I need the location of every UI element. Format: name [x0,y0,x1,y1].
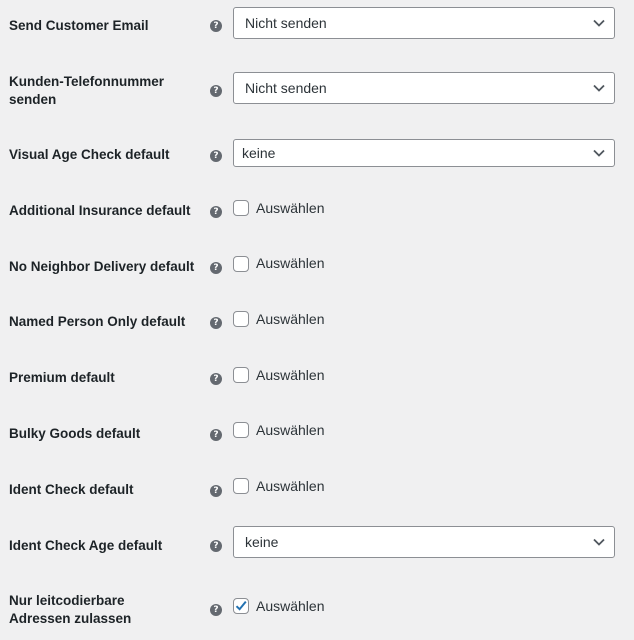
setting-label: Bulky Goods default [9,426,141,441]
premium-checkbox[interactable] [233,367,249,383]
setting-label: Ident Check Age default [9,538,163,553]
checkbox-label[interactable]: Auswählen [256,367,325,383]
checkbox-label[interactable]: Auswählen [256,422,325,438]
help-question-icon[interactable]: ? [210,604,222,616]
checkmark-icon [234,599,248,613]
additional-insurance-checkbox[interactable] [233,200,249,216]
bulky-goods-checkbox[interactable] [233,422,249,438]
help-question-icon[interactable]: ? [210,20,222,32]
checkbox-label[interactable]: Auswählen [256,311,325,327]
select-value: keine [245,534,279,550]
select-value: keine [242,145,276,161]
checkbox-label[interactable]: Auswählen [256,255,325,271]
setting-label: Kunden-Telefonnummer senden [9,74,164,107]
setting-label: Named Person Only default [9,314,186,329]
ident-check-checkbox[interactable] [233,478,249,494]
checkbox-label[interactable]: Auswählen [256,200,325,216]
chevron-down-icon [592,535,606,549]
setting-label: Send Customer Email [9,18,149,33]
customer-phone-select[interactable] [233,72,615,104]
routable-addresses-only-checkbox[interactable] [233,598,249,614]
checkbox-label[interactable]: Auswählen [256,478,325,494]
send-customer-email-select[interactable] [233,7,615,39]
setting-label: Ident Check default [9,482,134,497]
setting-label: Additional Insurance default [9,203,191,218]
named-person-only-checkbox[interactable] [233,311,249,327]
chevron-down-icon [592,146,606,160]
help-question-icon[interactable]: ? [210,262,222,274]
setting-label: No Neighbor Delivery default [9,259,195,274]
help-question-icon[interactable]: ? [210,540,222,552]
help-question-icon[interactable]: ? [210,373,222,385]
ident-check-age-select[interactable] [233,526,615,558]
select-value: Nicht senden [245,80,327,96]
chevron-down-icon [592,16,606,30]
setting-label: Nur leitcodierbare Adressen zulassen [9,593,132,626]
help-question-icon[interactable]: ? [210,429,222,441]
help-question-icon[interactable]: ? [210,85,222,97]
select-value: Nicht senden [245,15,327,31]
setting-label: Visual Age Check default [9,147,170,162]
help-question-icon[interactable]: ? [210,317,222,329]
help-question-icon[interactable]: ? [210,485,222,497]
checkbox-label[interactable]: Auswählen [256,598,325,614]
no-neighbor-delivery-checkbox[interactable] [233,256,249,272]
chevron-down-icon [592,81,606,95]
visual-age-check-select[interactable] [233,139,615,167]
help-question-icon[interactable]: ? [210,206,222,218]
help-question-icon[interactable]: ? [210,150,222,162]
setting-label: Premium default [9,370,115,385]
